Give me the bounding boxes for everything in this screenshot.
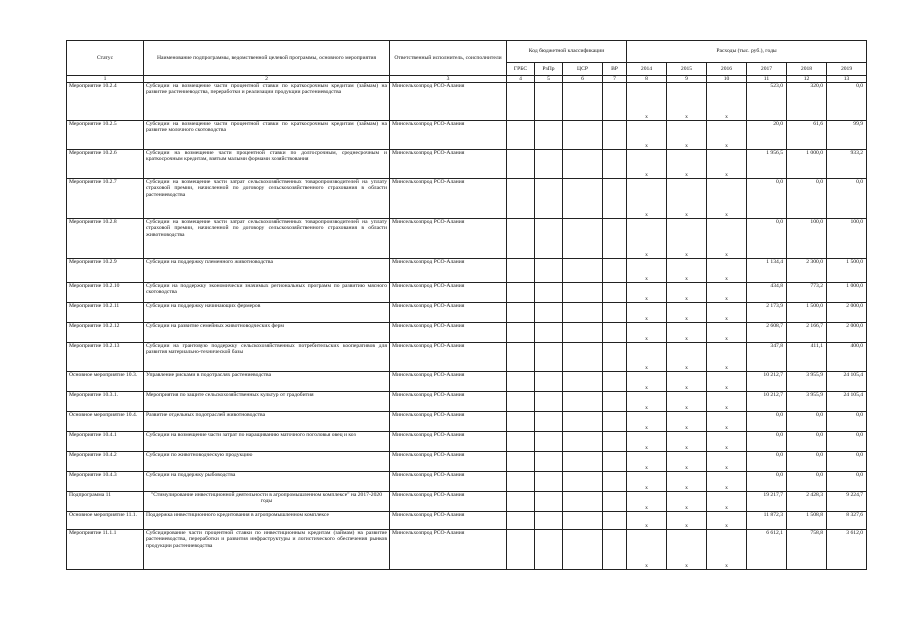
year-cell-x: x [707, 472, 747, 492]
code-cell [535, 219, 563, 259]
name-cell: Развитие отдельных подотраслей животноводства [144, 412, 390, 432]
executor-cell: Минсельхозпрод РСО-Алания [390, 283, 507, 303]
year-value-cell: 1 500,0 [787, 303, 827, 323]
year-cell-x: x [667, 323, 707, 343]
executor-cell: Минсельхозпрод РСО-Алания [390, 432, 507, 452]
table-row [67, 372, 867, 392]
column-number: 5 [535, 76, 563, 83]
year-value-cell: 0,0 [787, 472, 827, 492]
code-cell [563, 343, 603, 372]
year-value-cell: 2 000,0 [827, 323, 867, 343]
table-row [67, 323, 867, 343]
year-value-cell: 0,0 [787, 452, 827, 472]
year-cell-x: x [707, 372, 747, 392]
header-status: Статус [67, 41, 144, 76]
code-cell [563, 121, 603, 150]
status-cell: Мероприятие 10.2.10 [67, 283, 144, 303]
year-cell-x: x [707, 452, 747, 472]
executor-cell: Минсельхозпрод РСО-Алания [390, 392, 507, 412]
table-row [67, 150, 867, 179]
table-row [67, 530, 867, 570]
year-value-cell: 3 612,0 [827, 530, 867, 570]
header-year: 2018 [787, 63, 827, 76]
year-value-cell: 2 608,7 [747, 323, 787, 343]
status-cell: Мероприятие 10.2.7 [67, 179, 144, 219]
code-cell [507, 492, 535, 512]
year-cell-x: x [627, 452, 667, 472]
name-cell: Субсидии на возмещение части затрат по наращиванию маточного поголовья овец и коз [144, 432, 390, 452]
code-cell [507, 83, 535, 121]
status-cell: Мероприятие 10.3.1. [67, 392, 144, 412]
year-value-cell: 0,0 [827, 83, 867, 121]
code-cell [603, 323, 627, 343]
executor-cell: Минсельхозпрод РСО-Алания [390, 179, 507, 219]
code-cell [507, 259, 535, 283]
year-value-cell: 1 134,4 [747, 259, 787, 283]
year-cell-x: x [667, 492, 707, 512]
code-cell [507, 472, 535, 492]
code-cell [535, 432, 563, 452]
name-cell: Субсидии на поддержку рыбоводства [144, 472, 390, 492]
year-value-cell: 0,0 [827, 412, 867, 432]
year-value-cell: 434,8 [747, 283, 787, 303]
year-cell-x: x [627, 259, 667, 283]
year-cell-x: x [667, 452, 707, 472]
year-cell-x: x [627, 472, 667, 492]
code-cell [563, 530, 603, 570]
code-cell [603, 179, 627, 219]
name-cell: Поддержка инвестиционного кредитования в агропромышленном комплексе [144, 512, 390, 530]
year-value-cell: 0,0 [787, 179, 827, 219]
executor-cell: Минсельхозпрод РСО-Алания [390, 259, 507, 283]
year-value-cell: 758,8 [787, 530, 827, 570]
code-cell [563, 492, 603, 512]
year-cell-x: x [627, 512, 667, 530]
code-cell [563, 432, 603, 452]
year-cell-x: x [627, 343, 667, 372]
year-value-cell: 100,0 [827, 219, 867, 259]
code-cell [603, 283, 627, 303]
table-row [67, 179, 867, 219]
name-cell: Субсидирование части процентной ставки по инвестиционным кредитам (займам) на развитие растениеводства, переработки и развития инфраструктуры и логистического обеспечения рынков продукции растениеводства [144, 530, 390, 570]
year-value-cell: 8 327,6 [827, 512, 867, 530]
year-value-cell: 1 500,0 [827, 259, 867, 283]
year-cell-x: x [627, 412, 667, 432]
year-value-cell: 3 955,9 [787, 372, 827, 392]
year-cell-x: x [667, 472, 707, 492]
year-cell-x: x [627, 432, 667, 452]
table-row [67, 432, 867, 452]
code-cell [603, 121, 627, 150]
year-value-cell: 1 000,0 [787, 150, 827, 179]
code-cell [507, 179, 535, 219]
code-cell [603, 412, 627, 432]
name-cell: Субсидии на грантовую поддержку сельскохозяйственных потребительских кооперативов для развития материально-технической базы [144, 343, 390, 372]
code-cell [563, 179, 603, 219]
executor-cell: Минсельхозпрод РСО-Алания [390, 150, 507, 179]
name-cell: Субсидии на возмещение части процентной ставки по долгосрочным, среднесрочным и краткосрочным кредитам, взятым малыми формами хозяйствования [144, 150, 390, 179]
executor-cell: Минсельхозпрод РСО-Алания [390, 492, 507, 512]
year-value-cell: 400,0 [827, 343, 867, 372]
code-cell [535, 343, 563, 372]
status-cell: Мероприятие 10.2.8 [67, 219, 144, 259]
year-value-cell: 523,0 [747, 83, 787, 121]
name-cell: Субсидии на возмещение части процентной ставки по краткосрочным кредитам (займам) на развитие молочного скотоводства [144, 121, 390, 150]
code-cell [535, 303, 563, 323]
code-cell [603, 530, 627, 570]
name-cell: Субсидии по животноводческую продукцию [144, 452, 390, 472]
column-number: 6 [563, 76, 603, 83]
year-cell-x: x [707, 283, 747, 303]
table-body [67, 83, 867, 570]
code-cell [507, 452, 535, 472]
code-cell [563, 303, 603, 323]
code-cell [507, 303, 535, 323]
header-code: ВР [603, 63, 627, 76]
header-code: ГРБС [507, 63, 535, 76]
header-year: 2014 [627, 63, 667, 76]
status-cell: Мероприятие 10.2.12 [67, 323, 144, 343]
column-number: 1 [67, 76, 144, 83]
header-year: 2017 [747, 63, 787, 76]
header-code: РзПр [535, 63, 563, 76]
column-number: 9 [667, 76, 707, 83]
year-value-cell: 0,0 [827, 452, 867, 472]
code-cell [563, 472, 603, 492]
year-cell-x: x [707, 512, 747, 530]
code-cell [603, 492, 627, 512]
column-number: 11 [747, 76, 787, 83]
status-cell: Мероприятие 10.4.2 [67, 452, 144, 472]
code-cell [507, 150, 535, 179]
year-cell-x: x [627, 323, 667, 343]
code-cell [535, 412, 563, 432]
table-row [67, 452, 867, 472]
executor-cell: Минсельхозпрод РСО-Алания [390, 323, 507, 343]
table-row [67, 343, 867, 372]
code-cell [563, 259, 603, 283]
code-cell [507, 219, 535, 259]
status-cell: Мероприятие 10.4.3 [67, 472, 144, 492]
code-cell [535, 392, 563, 412]
year-cell-x: x [667, 303, 707, 323]
code-cell [603, 303, 627, 323]
year-cell-x: x [707, 492, 747, 512]
status-cell: Мероприятие 10.2.11 [67, 303, 144, 323]
executor-cell: Минсельхозпрод РСО-Алания [390, 452, 507, 472]
code-cell [563, 83, 603, 121]
year-value-cell: 100,0 [787, 219, 827, 259]
table-row [67, 283, 867, 303]
year-cell-x: x [667, 372, 707, 392]
table-row [67, 392, 867, 412]
table-row [67, 259, 867, 283]
year-value-cell: 0,0 [747, 179, 787, 219]
executor-cell: Минсельхозпрод РСО-Алания [390, 343, 507, 372]
year-value-cell: 0,0 [827, 179, 867, 219]
table-row [67, 472, 867, 492]
year-cell-x: x [627, 121, 667, 150]
executor-cell: Минсельхозпрод РСО-Алания [390, 512, 507, 530]
header-year: 2016 [707, 63, 747, 76]
year-value-cell: 24 105,4 [827, 372, 867, 392]
name-cell: Управление рисками в подотраслях растениеводства [144, 372, 390, 392]
code-cell [535, 492, 563, 512]
year-cell-x: x [707, 343, 747, 372]
year-value-cell: 411,1 [787, 343, 827, 372]
column-number: 12 [787, 76, 827, 83]
year-cell-x: x [707, 392, 747, 412]
code-cell [563, 452, 603, 472]
year-cell-x: x [667, 121, 707, 150]
status-cell: Мероприятие 11.1.1 [67, 530, 144, 570]
year-value-cell: 1 000,0 [827, 283, 867, 303]
executor-cell: Минсельхозпрод РСО-Алания [390, 530, 507, 570]
column-number: 2 [144, 76, 390, 83]
year-value-cell: 0,0 [747, 452, 787, 472]
code-cell [563, 392, 603, 412]
year-value-cell: 0,0 [747, 432, 787, 452]
name-cell: Субсидии на поддержку племенного животноводства [144, 259, 390, 283]
status-cell: Мероприятие 10.2.5 [67, 121, 144, 150]
code-cell [563, 323, 603, 343]
year-cell-x: x [627, 392, 667, 412]
year-cell-x: x [667, 150, 707, 179]
year-value-cell: 3 955,9 [787, 392, 827, 412]
table-row [67, 121, 867, 150]
code-cell [507, 323, 535, 343]
year-value-cell: 20,0 [747, 121, 787, 150]
status-cell: Мероприятие 10.2.4 [67, 83, 144, 121]
document-sheet [66, 40, 866, 570]
code-cell [535, 283, 563, 303]
name-cell: Субсидии на возмещение части затрат сельскохозяйственных товаропроизводителей на уплату страховой премии, начисленной по договору сельскохозяйственного страхования в области растениеводства [144, 179, 390, 219]
executor-cell: Минсельхозпрод РСО-Алания [390, 412, 507, 432]
year-cell-x: x [627, 219, 667, 259]
header-year: 2015 [667, 63, 707, 76]
executor-cell: Минсельхозпрод РСО-Алания [390, 472, 507, 492]
year-cell-x: x [707, 83, 747, 121]
table-row [67, 303, 867, 323]
year-value-cell: 10 212,7 [747, 392, 787, 412]
code-cell [507, 530, 535, 570]
year-cell-x: x [707, 432, 747, 452]
year-cell-x: x [627, 492, 667, 512]
table-row [67, 412, 867, 432]
code-cell [535, 179, 563, 219]
year-cell-x: x [707, 259, 747, 283]
year-cell-x: x [627, 179, 667, 219]
year-value-cell: 0,0 [747, 472, 787, 492]
year-cell-x: x [667, 179, 707, 219]
name-cell: Субсидии на возмещение части затрат сельскохозяйственных товаропроизводителей на уплату страховой премии, начисленной по договору сельскохозяйственного страхования в области животноводства [144, 219, 390, 259]
year-value-cell: 11 872,3 [747, 512, 787, 530]
header-budget-code: Код бюджетной классификации [507, 41, 627, 63]
name-cell: Субсидии на развитие семейных животноводческих ферм [144, 323, 390, 343]
code-cell [563, 283, 603, 303]
year-cell-x: x [667, 432, 707, 452]
status-cell: Мероприятие 10.2.13 [67, 343, 144, 372]
year-value-cell: 2 300,0 [787, 259, 827, 283]
code-cell [535, 83, 563, 121]
column-number: 10 [707, 76, 747, 83]
year-cell-x: x [707, 303, 747, 323]
code-cell [507, 283, 535, 303]
year-cell-x: x [707, 530, 747, 570]
column-number: 3 [390, 76, 507, 83]
year-value-cell: 2 000,0 [827, 303, 867, 323]
year-value-cell: 99,9 [827, 121, 867, 150]
code-cell [507, 343, 535, 372]
year-value-cell: 0,0 [747, 219, 787, 259]
year-value-cell: 0,0 [787, 412, 827, 432]
header-expenses: Расходы (тыс. руб.), годы [627, 41, 867, 63]
budget-table [66, 40, 867, 570]
year-value-cell: 9 224,7 [827, 492, 867, 512]
code-cell [603, 150, 627, 179]
year-cell-x: x [667, 283, 707, 303]
name-cell: Мероприятия по защите сельскохозяйственных культур от градобития [144, 392, 390, 412]
code-cell [535, 372, 563, 392]
header-executor: Ответственный исполнитель, соисполнители [390, 41, 507, 76]
code-cell [535, 512, 563, 530]
year-value-cell: 24 105,4 [827, 392, 867, 412]
year-value-cell: 1 508,8 [787, 512, 827, 530]
code-cell [563, 150, 603, 179]
executor-cell: Минсельхозпрод РСО-Алания [390, 219, 507, 259]
code-cell [507, 392, 535, 412]
header-code: ЦСР [563, 63, 603, 76]
code-cell [535, 121, 563, 150]
year-cell-x: x [707, 121, 747, 150]
year-cell-x: x [627, 283, 667, 303]
year-value-cell: 0,0 [827, 472, 867, 492]
year-cell-x: x [667, 259, 707, 283]
year-cell-x: x [667, 512, 707, 530]
year-value-cell: 2 428,3 [787, 492, 827, 512]
year-cell-x: x [627, 372, 667, 392]
status-cell: Мероприятие 10.2.6 [67, 150, 144, 179]
status-cell: Основное мероприятие 11.1. [67, 512, 144, 530]
table-row [67, 83, 867, 121]
year-cell-x: x [667, 530, 707, 570]
table-row [67, 512, 867, 530]
code-cell [603, 259, 627, 283]
status-cell: Основное мероприятие 10.4. [67, 412, 144, 432]
year-value-cell: 0,0 [747, 412, 787, 432]
year-cell-x: x [627, 303, 667, 323]
code-cell [535, 323, 563, 343]
code-cell [603, 472, 627, 492]
code-cell [535, 472, 563, 492]
header-name: Наименование подпрограммы, ведомственной целевой программы, основного мероприятия [144, 41, 390, 76]
year-value-cell: 933,2 [827, 150, 867, 179]
year-cell-x: x [707, 323, 747, 343]
column-number: 7 [603, 76, 627, 83]
year-cell-x: x [667, 219, 707, 259]
year-value-cell: 19 217,7 [747, 492, 787, 512]
year-value-cell: 0,0 [787, 432, 827, 452]
year-cell-x: x [667, 392, 707, 412]
code-cell [603, 432, 627, 452]
code-cell [535, 259, 563, 283]
code-cell [563, 372, 603, 392]
status-cell: Мероприятие 10.2.9 [67, 259, 144, 283]
code-cell [603, 83, 627, 121]
code-cell [535, 530, 563, 570]
year-value-cell: 2 166,7 [787, 323, 827, 343]
code-cell [535, 150, 563, 179]
column-numbers-row [67, 76, 867, 83]
executor-cell: Минсельхозпрод РСО-Алания [390, 372, 507, 392]
year-value-cell: 320,0 [787, 83, 827, 121]
column-number: 4 [507, 76, 535, 83]
name-cell: Субсидии на поддержку экономически значимых региональных программ по развитию мясного скотоводства [144, 283, 390, 303]
year-value-cell: 0,0 [827, 432, 867, 452]
column-number: 8 [627, 76, 667, 83]
code-cell [535, 452, 563, 472]
year-cell-x: x [707, 150, 747, 179]
executor-cell: Минсельхозпрод РСО-Алания [390, 303, 507, 323]
column-number: 13 [827, 76, 867, 83]
year-cell-x: x [707, 219, 747, 259]
name-cell: Субсидии на возмещение части процентной ставки по краткосрочным кредитам (займам) на развитие растениеводства, переработки и реализации продукции растениеводства [144, 83, 390, 121]
status-cell: Основное мероприятие 10.3. [67, 372, 144, 392]
year-value-cell: 10 212,7 [747, 372, 787, 392]
year-value-cell: 6 612,1 [747, 530, 787, 570]
code-cell [603, 343, 627, 372]
code-cell [507, 121, 535, 150]
code-cell [603, 219, 627, 259]
year-value-cell: 61,6 [787, 121, 827, 150]
code-cell [507, 372, 535, 392]
year-cell-x: x [667, 412, 707, 432]
executor-cell: Минсельхозпрод РСО-Алания [390, 83, 507, 121]
code-cell [603, 392, 627, 412]
code-cell [507, 412, 535, 432]
code-cell [563, 512, 603, 530]
code-cell [563, 412, 603, 432]
code-cell [603, 512, 627, 530]
year-cell-x: x [627, 150, 667, 179]
year-cell-x: x [707, 179, 747, 219]
executor-cell: Минсельхозпрод РСО-Алания [390, 121, 507, 150]
year-value-cell: 2 173,9 [747, 303, 787, 323]
year-value-cell: 773,2 [787, 283, 827, 303]
year-cell-x: x [627, 83, 667, 121]
code-cell [563, 219, 603, 259]
year-value-cell: 347,8 [747, 343, 787, 372]
year-cell-x: x [667, 343, 707, 372]
name-cell: Субсидии на поддержку начинающих фермеров [144, 303, 390, 323]
table-row [67, 219, 867, 259]
year-cell-x: x [707, 412, 747, 432]
header-year: 2019 [827, 63, 867, 76]
status-cell: Мероприятие 10.4.1 [67, 432, 144, 452]
status-cell: Подпрограмма 11 [67, 492, 144, 512]
code-cell [603, 372, 627, 392]
code-cell [603, 452, 627, 472]
code-cell [507, 512, 535, 530]
code-cell [507, 432, 535, 452]
year-cell-x: x [667, 83, 707, 121]
year-cell-x: x [627, 530, 667, 570]
name-cell: "Стимулирование инвестиционной деятельности в агропромышленном комплексе" на 2017-2020 годы [144, 492, 390, 512]
table-row [67, 492, 867, 512]
year-value-cell: 1 956,5 [747, 150, 787, 179]
